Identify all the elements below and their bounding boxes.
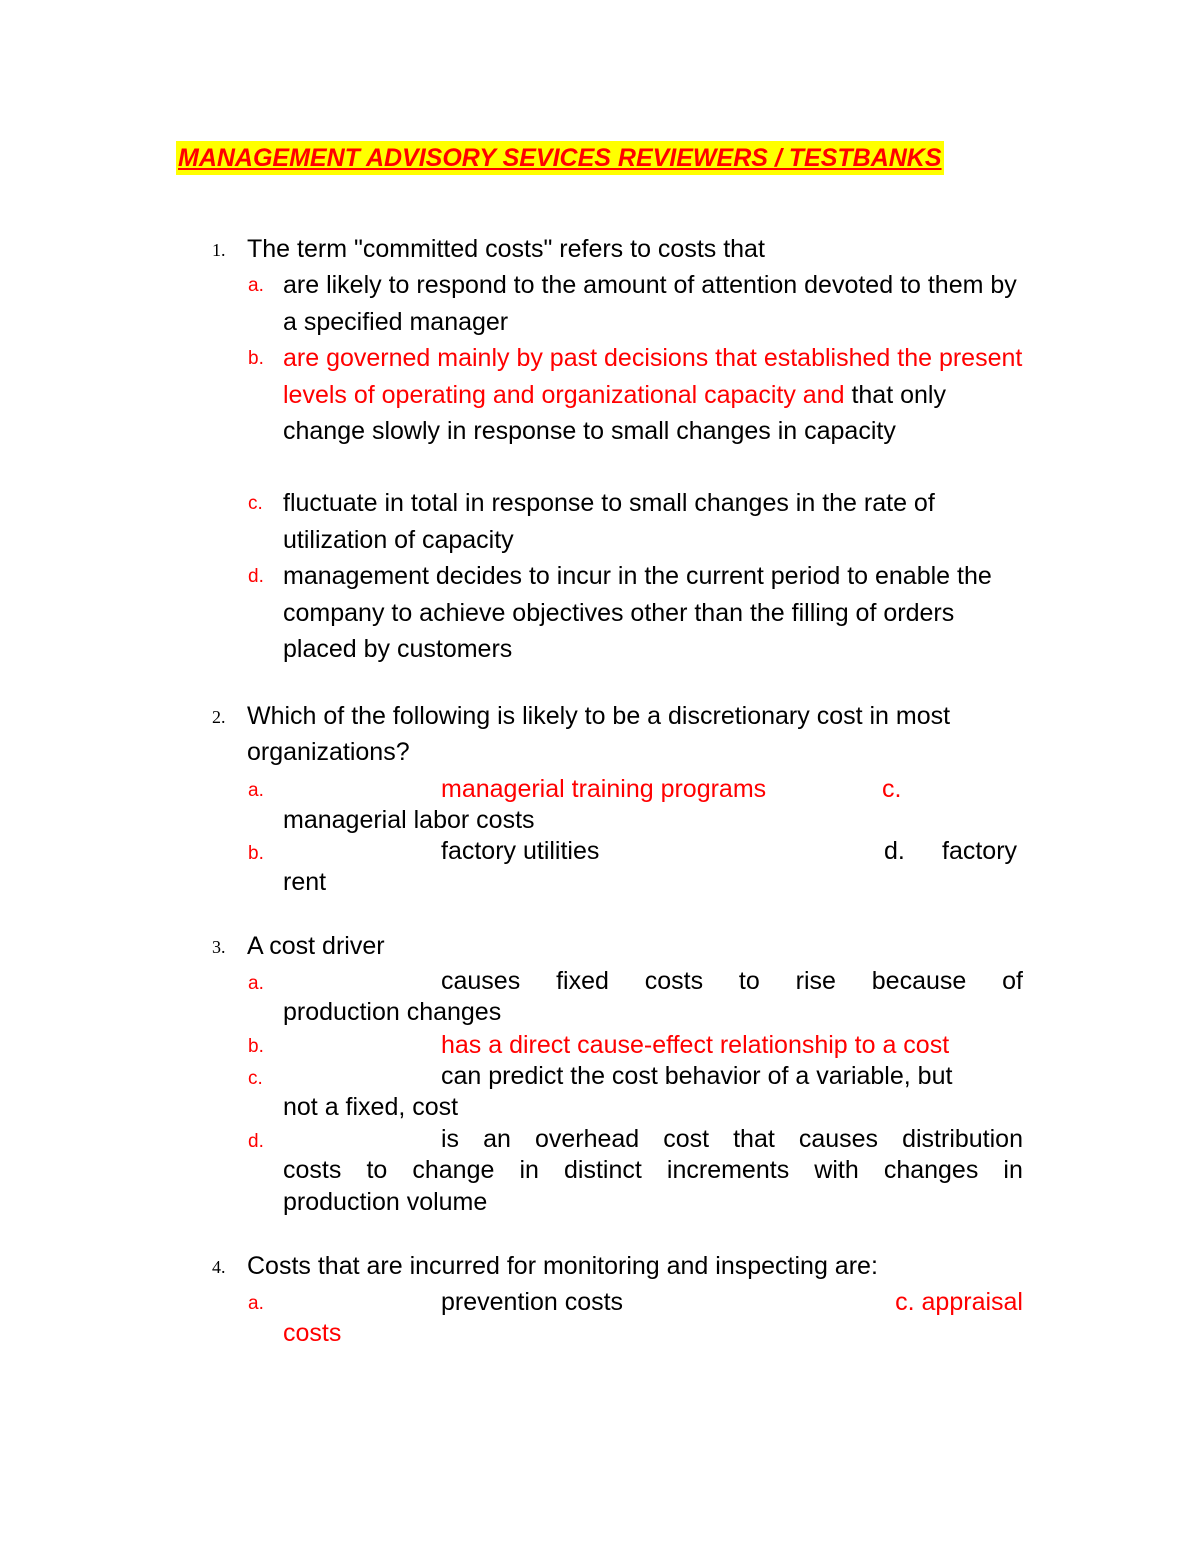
q1-option-c-letter: c.	[248, 493, 263, 514]
q3d-word: with	[814, 1156, 859, 1184]
q1-option-b-text	[283, 340, 1023, 450]
question-3-text: A cost driver	[247, 932, 385, 960]
q3a-word: because	[871, 967, 967, 995]
q2-option-d-word: factory	[942, 837, 1018, 865]
q1-option-c-text: fluctuate in total in response to small changes in the rate of utilization of capacity	[283, 489, 935, 554]
q3-option-a-text-wrap: production changes	[283, 998, 502, 1026]
q3d-word: is	[441, 1125, 460, 1153]
q3-option-d-text-line2	[283, 1155, 1023, 1186]
q3-option-b-letter: b.	[248, 1036, 264, 1057]
q3d-word: cost	[663, 1125, 710, 1153]
q3a-word: causes	[441, 967, 521, 995]
q3d-word: distinct	[564, 1156, 642, 1184]
q3-option-b-text: has a direct cause-effect relationship to a cost	[441, 1031, 950, 1059]
q1-option-a-text: are likely to respond to the amount of attention devoted to them by a specified manager	[283, 271, 1017, 336]
q3-option-d-text-line1	[441, 1124, 1023, 1155]
q3d-word: causes	[798, 1125, 879, 1153]
q3-option-c-text-wrap: not a fixed, cost	[283, 1093, 459, 1121]
page-title: MANAGEMENT ADVISORY SEVICES REVIEWERS / TESTBANKS	[176, 141, 944, 175]
q3d-word: increments	[666, 1156, 790, 1184]
q3-option-c-text: can predict the cost behavior of a variable, but	[441, 1062, 953, 1090]
q3d-word: overhead	[534, 1125, 640, 1153]
q3d-word: distribution	[902, 1125, 1023, 1153]
question-1-number: 1.	[212, 240, 226, 260]
q3d-word: costs	[283, 1156, 342, 1184]
q3a-word: to	[738, 967, 760, 995]
q3d-word: change	[412, 1156, 495, 1184]
q2-option-d-text-wrap: rent	[283, 868, 327, 896]
q2-option-b-text: factory utilities	[441, 837, 600, 865]
q1-option-d-letter: d.	[248, 566, 264, 587]
question-4-number: 4.	[212, 1257, 226, 1277]
q3d-word: changes	[883, 1156, 979, 1184]
q3-option-a-text	[441, 966, 1023, 997]
q3d-word: in	[519, 1156, 539, 1184]
q4-option-a-letter: a.	[248, 1293, 264, 1314]
q4-option-a-text: prevention costs	[441, 1288, 624, 1316]
q1-option-b-answer-text: are governed mainly by past decisions that established the present levels of operating and organizational capacity and	[283, 344, 1023, 409]
q3-option-d-text-wrap: production volume	[283, 1188, 488, 1216]
q1-option-b-letter: b.	[248, 348, 264, 369]
q2-option-c-letter: c.	[882, 775, 902, 803]
q2-option-b-letter: b.	[248, 843, 264, 864]
question-2-text: Which of the following is likely to be a discretionary cost in most organizations?	[247, 702, 951, 766]
q2-option-c-text: managerial labor costs	[283, 806, 535, 834]
q4-option-c-text-wrap: costs	[283, 1319, 342, 1347]
q3d-word: in	[1003, 1156, 1023, 1184]
q1-option-a-letter: a.	[248, 275, 264, 296]
q3a-word: of	[1002, 967, 1023, 995]
q2-option-a-text: managerial training programs	[441, 775, 767, 803]
q4-option-c-text: c. appraisal	[895, 1288, 1023, 1316]
q1-option-b-rest-text: that only change slowly in response to small changes in capacity	[283, 380, 946, 445]
q3d-word: an	[483, 1125, 511, 1153]
q3a-word: rise	[795, 967, 836, 995]
question-2-number: 2.	[212, 707, 226, 727]
question-4-text: Costs that are incurred for monitoring and inspecting are:	[247, 1252, 878, 1280]
q3-option-c-letter: c.	[248, 1068, 263, 1089]
q3a-word: fixed	[556, 967, 609, 995]
q3-option-a-letter: a.	[248, 973, 264, 994]
q2-option-a-letter: a.	[248, 780, 264, 801]
question-3-number: 3.	[212, 937, 226, 957]
question-1-text: The term "committed costs" refers to costs that	[247, 235, 765, 263]
q3d-word: to	[366, 1156, 388, 1184]
q3-option-d-letter: d.	[248, 1131, 264, 1152]
q3a-word: costs	[644, 967, 704, 995]
q3d-word: that	[733, 1125, 775, 1153]
q2-option-d-letter: d.	[884, 837, 905, 865]
q1-option-d-text: management decides to incur in the current period to enable the company to achieve objectives other than the filling of orders placed by customers	[283, 562, 992, 663]
